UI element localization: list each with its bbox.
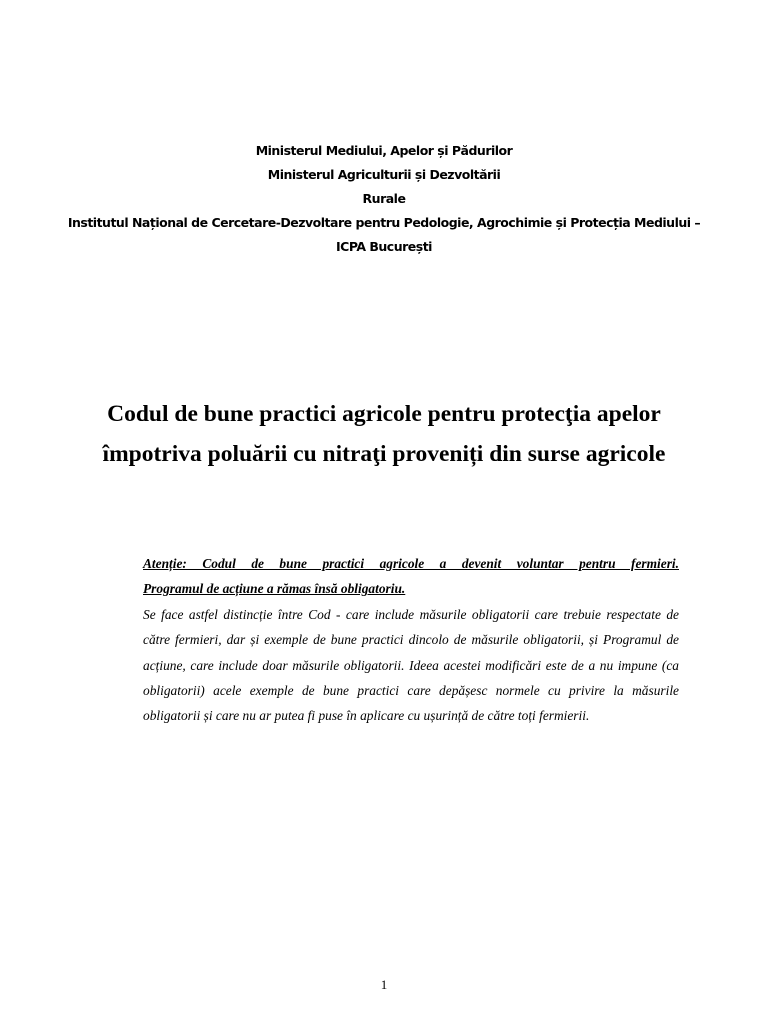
- document-title: [30, 394, 738, 474]
- notice-body: Se face astfel distincție între Cod - care include măsurile obligatorii care trebuie respectate de către fermieri, dar și exemple de bune practici dincolo de măsurile obligatorii, și Programul de acțiune, care include doar măsurile obligatorii. Ideea acestei modificări este de a nu impune (ca obligatorii) acele exemple de bune practici care depășesc normele cu privire la măsurile obligatorii și care nu ar putea fi puse în aplicare cu ușurință de către toți fermierii.: [143, 606, 679, 724]
- page-number: 1: [380, 977, 388, 992]
- document-title-line-1: Codul de bune practici agricole pentru protecţia apelor: [107, 401, 661, 427]
- header-ministry-environment: Ministerul Mediului, Apelor și Pădurilor: [255, 143, 513, 158]
- notice-lead-line-1: Atenție: Codul de bune practici agricole a devenit voluntar pentru fermieri.: [143, 556, 679, 571]
- document-title-line-2: împotriva poluării cu nitraţi proveniți din surse agricole: [102, 441, 666, 467]
- notice-lead-line-2: Programul de acțiune a rămas însă obligatoriu.: [143, 581, 406, 597]
- header-block: [60, 139, 708, 259]
- header-institute: Institutul Național de Cercetare-Dezvoltare pentru Pedologie, Agrochimie și Protecția Mediului –: [67, 215, 701, 230]
- notice-block: [143, 551, 679, 729]
- header-ministry-agriculture-cont: Rurale: [362, 191, 406, 206]
- header-institute-short: ICPA București: [336, 239, 432, 254]
- header-ministry-agriculture: Ministerul Agriculturii și Dezvoltării: [267, 167, 501, 182]
